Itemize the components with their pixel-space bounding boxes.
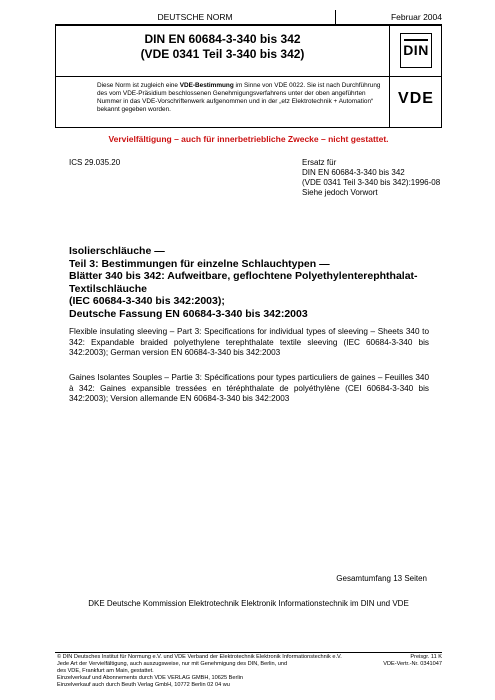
document-number-line1: DIN EN 60684-3-340 bis 342 xyxy=(144,32,301,46)
german-title: Isolierschläuche — Teil 3: Bestimmungen für einzelne Schlauchtypen — Blätter 340 bis 342: Aufweitbare, geflochtene Polyethylenterephthalat- Textilschläuche (IEC 60684-3-340 bis 342:2003); Deutsche Fassung EN 60684-3-340 bis 342:2003 xyxy=(69,245,418,320)
header-bar xyxy=(55,10,442,25)
footer-copyright: © DIN Deutsches Institut für Normung e.V. und VDE Verband der Elektrotechnik Elektronik Informationstechnik e.V. Jede Art der Vervielfältigung, auch auszugsweise, nur mit Genehmigung des DIN, Berlin, und des VDE, Frankfurt am Main, gestattet. xyxy=(57,654,342,674)
ics-code: ICS 29.035.20 xyxy=(69,158,121,167)
english-title: Flexible insulating sleeving – Part 3: Specifications for individual types of sleeving – Sheets 340 to 342: Expandable braided polyethylene terephthalate textile sleeving (IEC 60684-3-340 bis 342:2003); German version EN 60684-3-340 bis 342:2003 xyxy=(69,327,429,357)
din-logo-rule xyxy=(404,39,428,41)
french-title: Gaines Isolantes Souples – Partie 3: Spécifications pour types particuliers de gaines – Feuilles 340 à 342: Gaines expansible tressées en téréphthalate de polyéthylène (CEI 60684-3-340 bis 342:2003); Version allemande EN 60684-3-340 bis 342:2003 xyxy=(69,373,429,403)
copy-notice: Vervielfältigung – auch für innerbetriebliche Zwecke – nicht gestattet. xyxy=(108,134,389,144)
title-horizontal-divider xyxy=(56,76,441,77)
vde-note xyxy=(97,82,387,114)
footer-sales-beuth: Einzelverkauf auch durch Beuth Verlag GmbH, 10772 Berlin 02 04 wu xyxy=(57,682,230,688)
document-number-line2: (VDE 0341 Teil 3-340 bis 342) xyxy=(140,47,305,61)
norm-label: DEUTSCHE NORM xyxy=(157,12,233,22)
header-divider xyxy=(335,10,336,25)
issue-date: Februar 2004 xyxy=(390,12,442,22)
order-number: VDE-Vertr.-Nr. 0341047 xyxy=(383,661,442,667)
footer-rule xyxy=(55,652,442,653)
price-group: Preisgr. 11 K xyxy=(410,654,442,660)
vde-logo: VDE xyxy=(398,90,434,107)
vde-note-rest: im Sinne von VDE 0022. Sie ist nach Durchführung des vom VDE-Präsidium beschlossenen Genehmigungsverfahrens unter der oben angeführten Nummer in das VDE-Vorschriftenwerk aufgenommen und in der „etz Elektrotechnik + Automation“ bekannt gegeben worden. xyxy=(97,82,381,113)
din-logo xyxy=(400,33,432,68)
vde-note-lead: Diese Norm ist zugleich eine xyxy=(97,82,180,89)
din-logo-text: DIN xyxy=(403,42,429,58)
total-pages: Gesamtumfang 13 Seiten xyxy=(336,574,427,583)
footer-sales-vde: Einzelverkauf und Abonnements durch VDE VERLAG GMBH, 10625 Berlin xyxy=(57,675,243,681)
replaces-info: Ersatz für DIN EN 60684-3-340 bis 342 (VDE 0341 Teil 3-340 bis 342):1996-08 Siehe jedoch Vorwort xyxy=(302,158,441,197)
vde-note-bold: VDE-Bestimmung xyxy=(179,82,234,89)
committee: DKE Deutsche Kommission Elektrotechnik Elektronik Informationstechnik im DIN und VDE xyxy=(88,599,409,608)
title-block xyxy=(55,25,442,128)
